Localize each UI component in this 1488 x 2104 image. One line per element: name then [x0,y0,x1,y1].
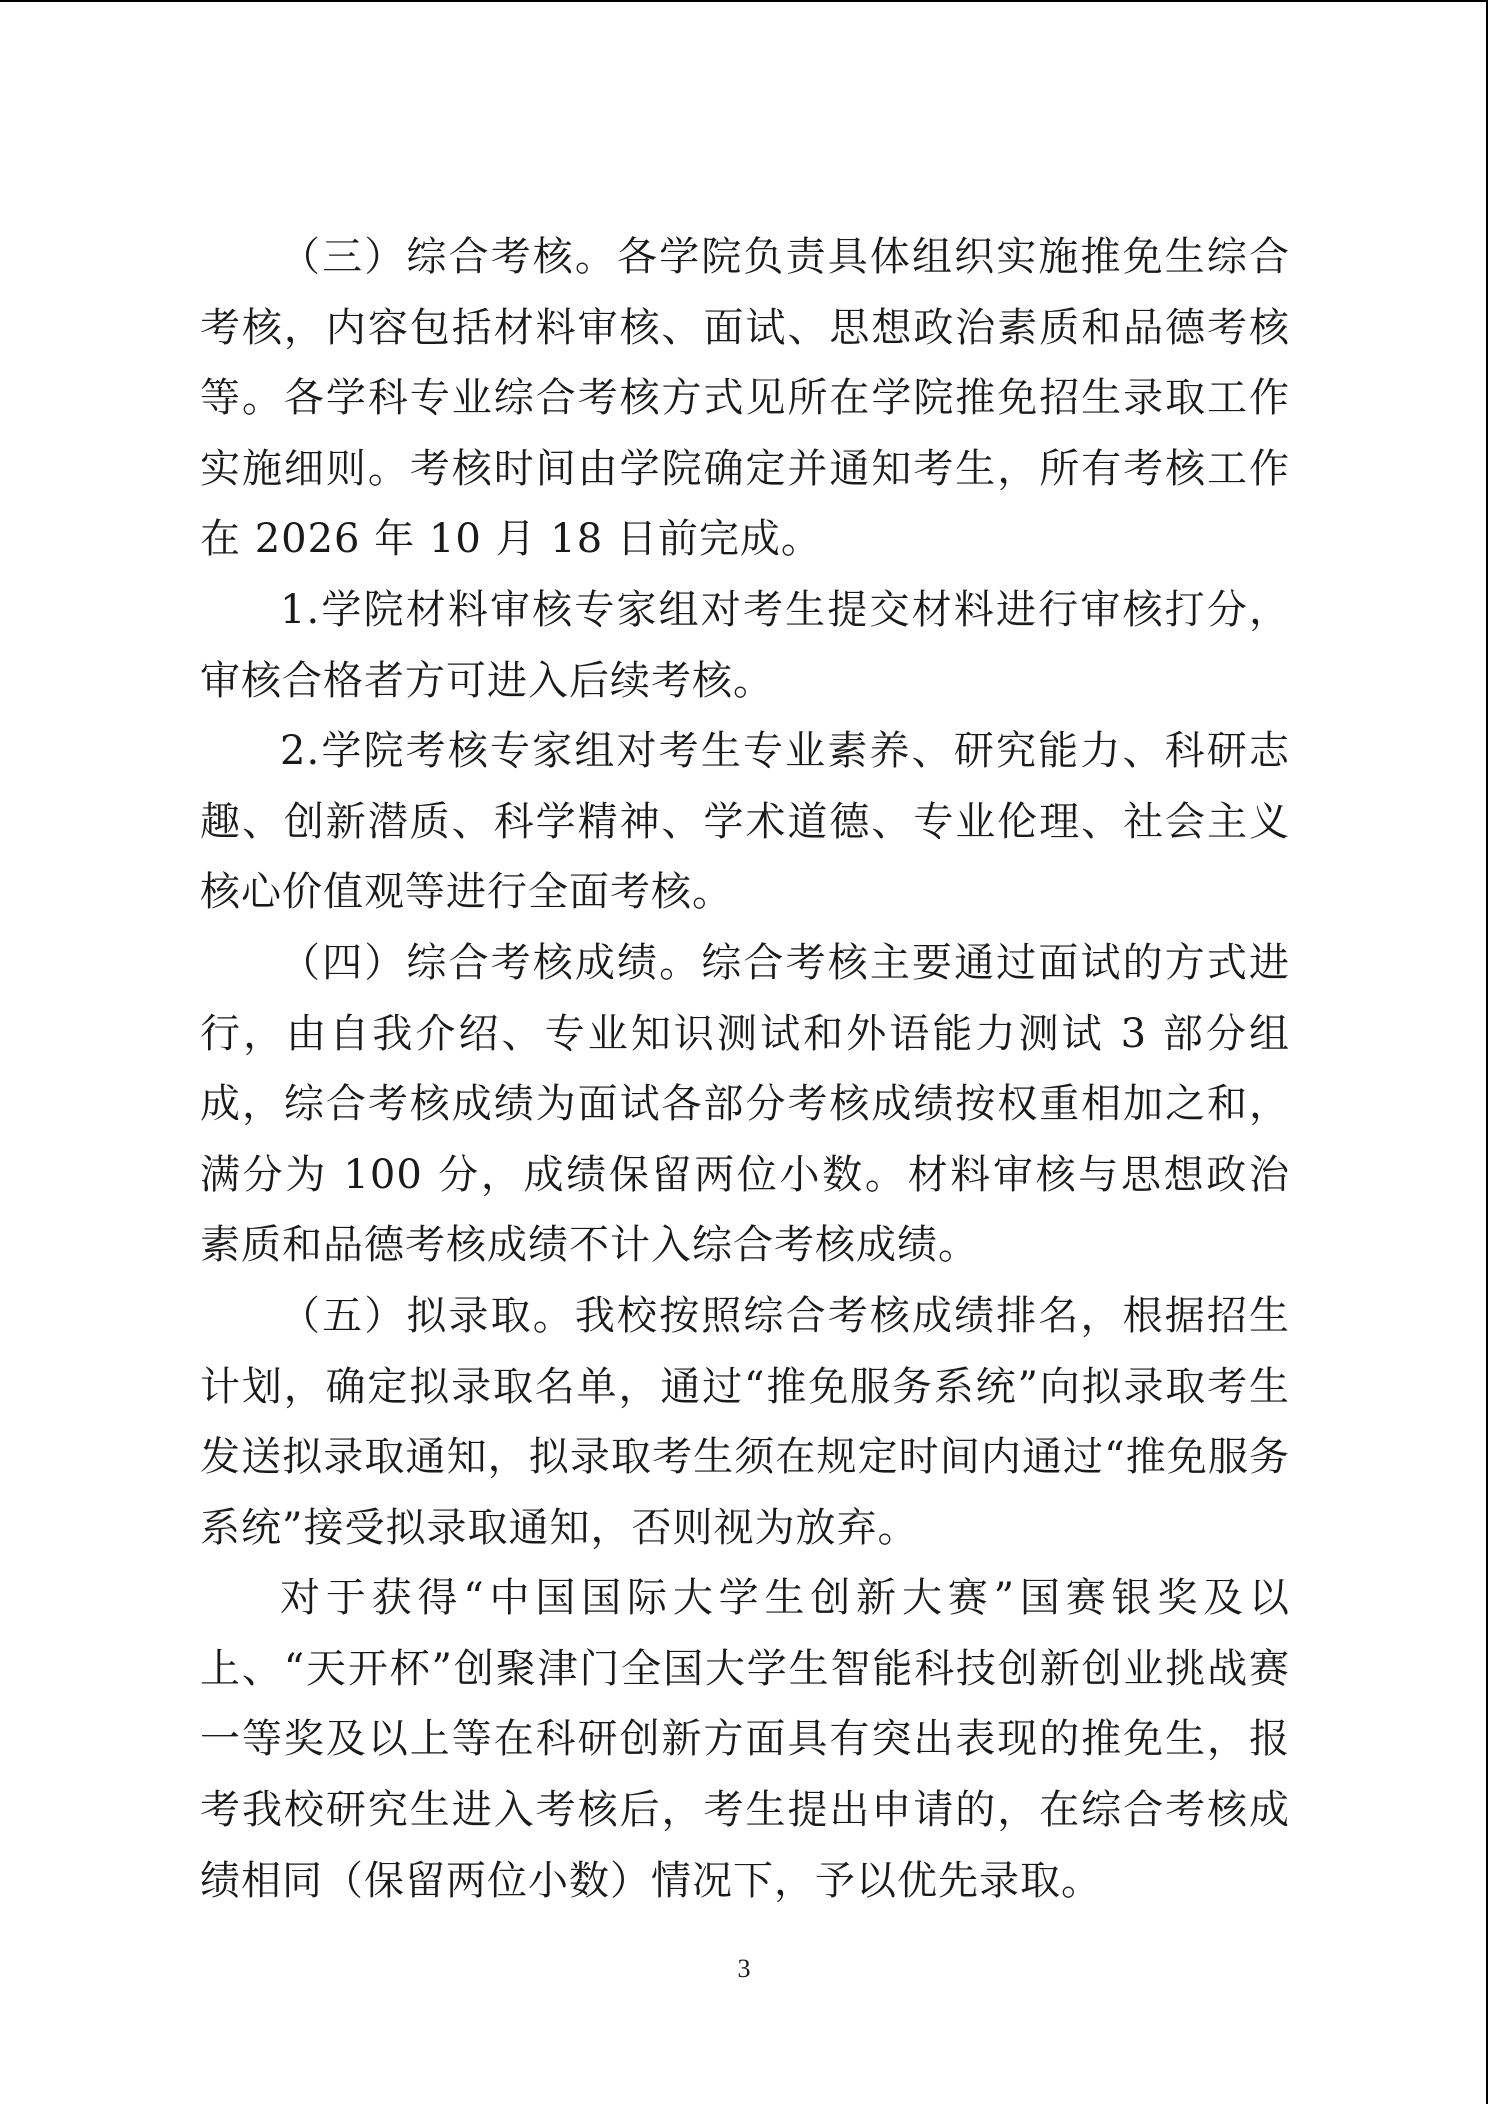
paragraph-material-review: 1.学院材料审核专家组对考生提交材料进行审核打分，审核合格者方可进入后续考核。 [200,586,1290,704]
page-number: 3 [737,1954,751,1983]
paragraph-expert-assessment: 2.学院考核专家组对考生专业素养、研究能力、科研志趣、创新潜质、科学精神、学术道德、专业伦理、社会主义核心价值观等进行全面考核。 [200,728,1290,916]
paragraph-priority-admission: 对于获得“中国国际大学生创新大赛”国赛银奖及以上、“天开杯”创聚津门全国大学生智能科技创新创业挑战赛一等奖及以上等在科研创新方面具有突出表现的推免生，报考我校研究生进入考核后，考生提出申请的，在综合考核成绩相同（保留两位小数）情况下，予以优先录取。 [200,1575,1290,1904]
paragraph-proposed-admission: （五）拟录取。我校按照综合考核成绩排名，根据招生计划，确定拟录取名单，通过“推免服务系统”向拟录取考生发送拟录取通知，拟录取考生须在规定时间内通过“推免服务系统”接受拟录取通知，否则视为放弃。 [200,1292,1290,1551]
document-body [200,222,1290,1916]
paragraph-comprehensive-assessment: （三）综合考核。各学院负责具体组织实施推免生综合考核，内容包括材料审核、面试、思想政治素质和品德考核等。各学科专业综合考核方式见所在学院推免招生录取工作实施细则。考核时间由学院确定并通知考生，所有考核工作在 2026 年 10 月 18 日前完成。 [200,234,1290,563]
paragraph-assessment-score: （四）综合考核成绩。综合考核主要通过面试的方式进行，由自我介绍、专业知识测试和外语能力测试 3 部分组成，综合考核成绩为面试各部分考核成绩按权重相加之和，满分为 100 分，成绩保留两位小数。材料审核与思想政治素质和品德考核成绩不计入综合考核成绩。 [200,939,1290,1269]
